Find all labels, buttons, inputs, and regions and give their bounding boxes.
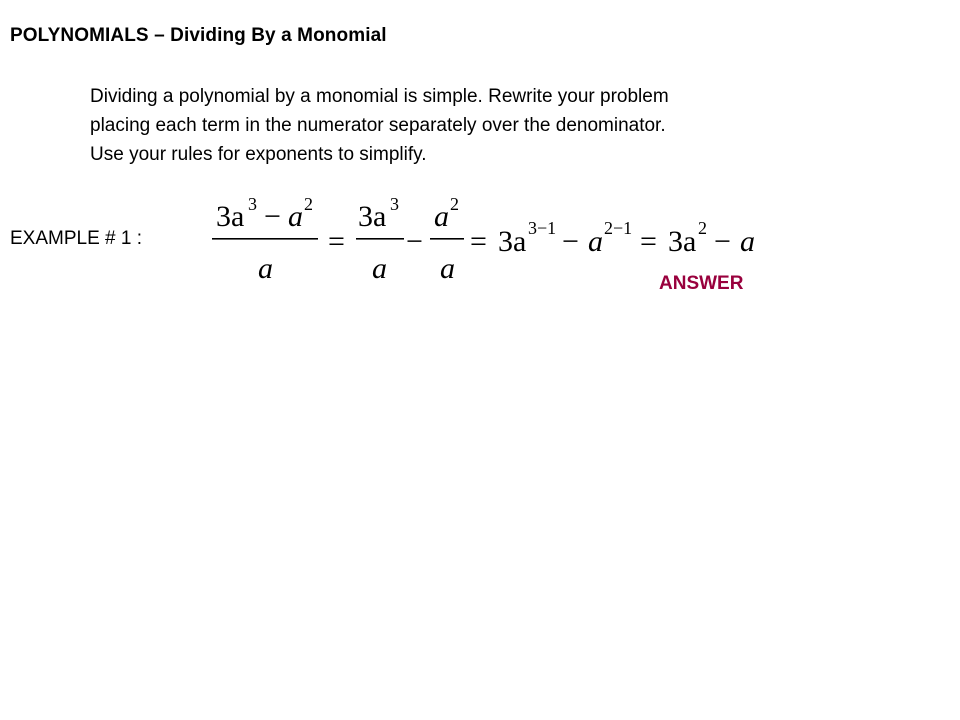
intro-line-2: placing each term in the numerator separately over the denominator. xyxy=(90,115,666,136)
f1-num-minus: − xyxy=(264,200,281,233)
term2-exp: 2−1 xyxy=(604,218,633,238)
intro-line-3: Use your rules for exponents to simplify. xyxy=(90,144,427,165)
term2-base: a xyxy=(588,225,603,258)
f1-den: a xyxy=(258,252,273,285)
minus-sign-1: − xyxy=(406,225,423,258)
eq-sign-1: = xyxy=(328,225,345,258)
slide-title: POLYNOMIALS – Dividing By a Monomial xyxy=(10,25,387,46)
f2-fraction-bar xyxy=(356,238,404,240)
f2-num: 3a xyxy=(358,200,387,233)
f3-num-exp: 2 xyxy=(450,196,459,214)
f1-num-exp-b: 2 xyxy=(304,196,313,214)
result-tail: a xyxy=(740,225,755,258)
answer-label: ANSWER xyxy=(659,273,744,294)
result-minus: − xyxy=(714,225,731,258)
term1-base: 3a xyxy=(498,225,527,258)
example-label: EXAMPLE # 1 : xyxy=(10,228,143,249)
eq-sign-3: = xyxy=(640,225,657,258)
intro-line-1: Dividing a polynomial by a monomial is simple. Rewrite your problem xyxy=(90,86,669,107)
f1-num-coeff: 3a xyxy=(216,200,245,233)
result-base: 3a xyxy=(668,225,697,258)
f1-fraction-bar xyxy=(212,238,318,240)
term1-exp: 3−1 xyxy=(528,218,557,238)
intro-paragraph xyxy=(90,82,669,169)
minus-sign-2: − xyxy=(562,225,579,258)
f3-fraction-bar xyxy=(430,238,464,240)
f1-num-exp-a: 3 xyxy=(248,196,257,214)
f2-den: a xyxy=(372,252,387,285)
f1-num-var-b: a xyxy=(288,200,303,233)
f2-num-exp: 3 xyxy=(390,196,399,214)
result-exp: 2 xyxy=(698,218,707,238)
f3-num: a xyxy=(434,200,449,233)
f3-den: a xyxy=(440,252,455,285)
eq-sign-2: = xyxy=(470,225,487,258)
